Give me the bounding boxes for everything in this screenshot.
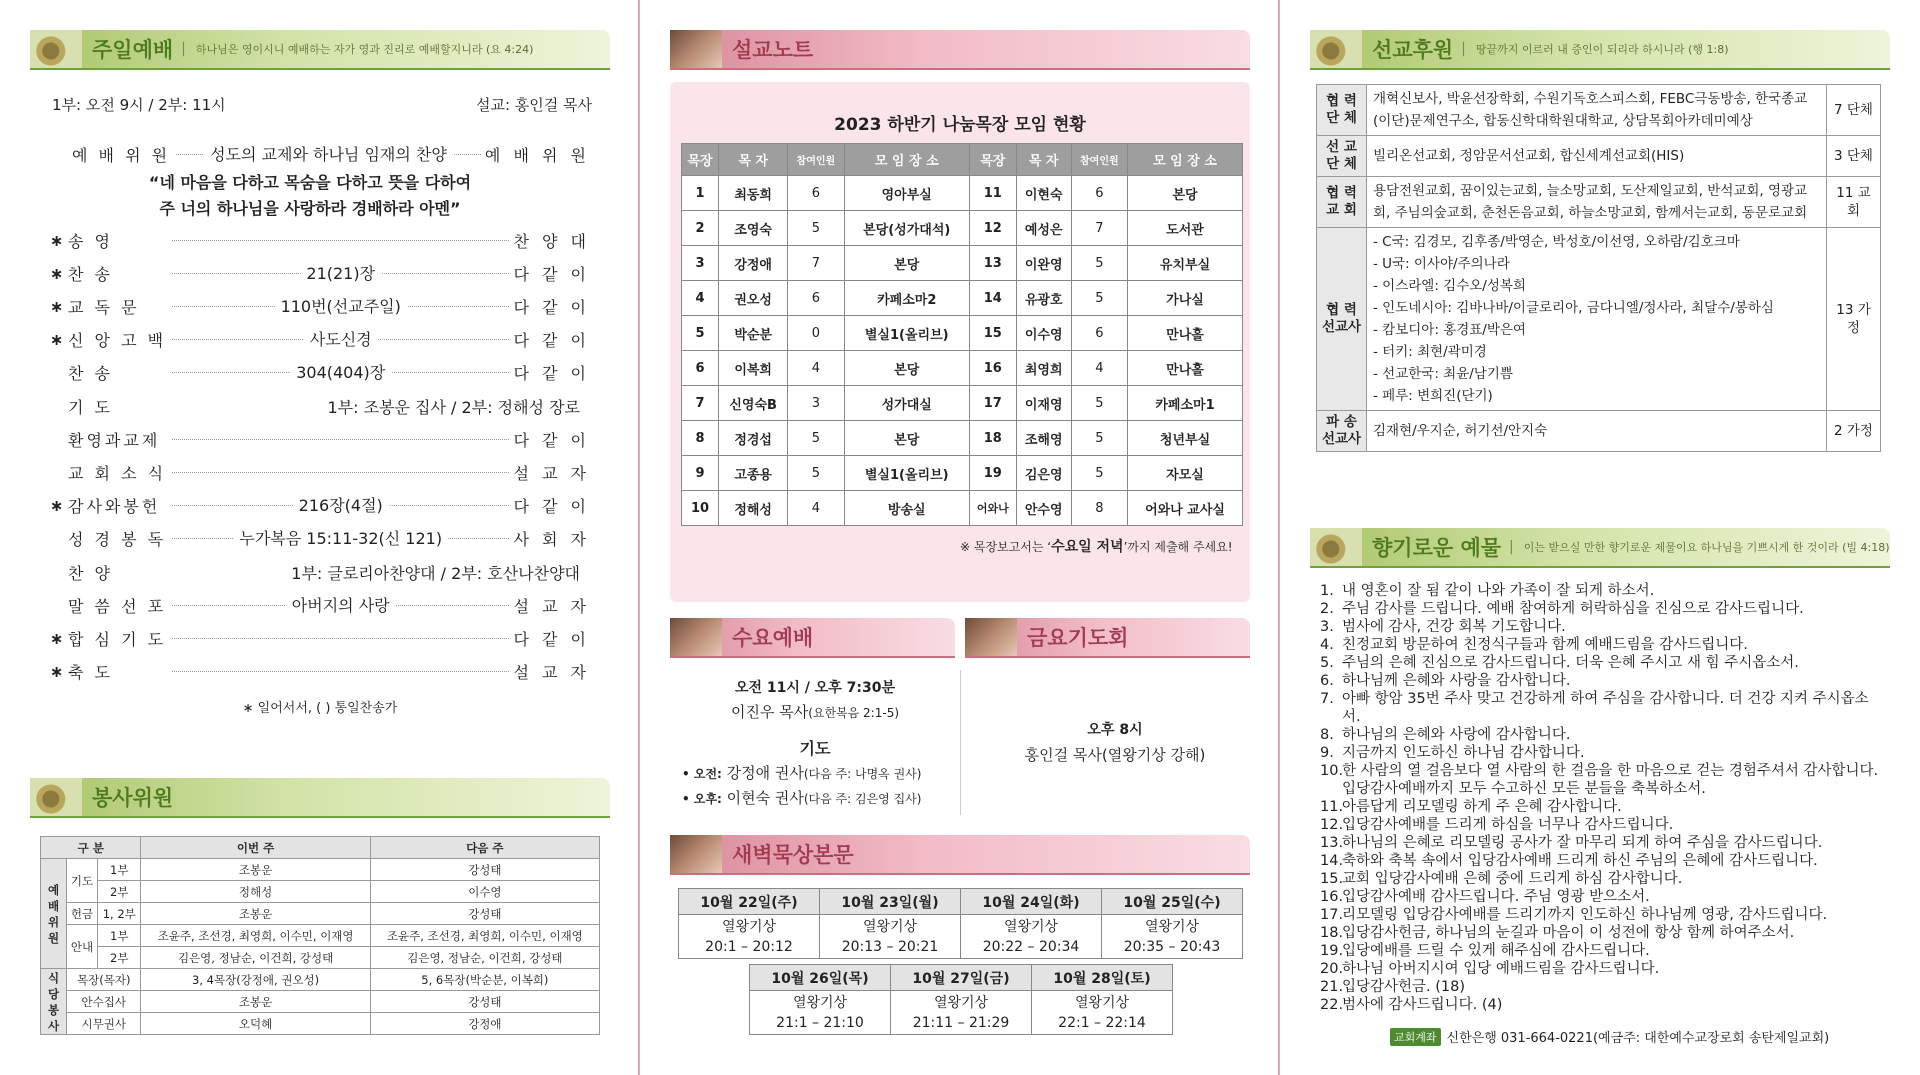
group-table-title: 2023 하반기 나눔목장 모임 현황 bbox=[834, 115, 1086, 135]
dawn-table-1 bbox=[678, 888, 1243, 959]
thanks-list bbox=[1320, 582, 1880, 1014]
list-item: - 선교한국: 최윤/남기쁨 bbox=[1373, 366, 1513, 382]
wednesday-info: 오전 11시 / 오후 7:30분 이진우 목사(요한복음 2:1-5) 기도 • 오전: 강정애 권사(다음 주: 나명옥 권사) • 오후: 이현숙 권사(다음 주: 김은영 집사) bbox=[682, 680, 922, 807]
service-times: 1부: 오전 9시 / 2부: 11시 bbox=[52, 96, 226, 114]
dawn-passage: 열왕기상 20:13 – 20:21 bbox=[820, 915, 961, 959]
list-item: 14. 축하와 축복 속에서 입당감사예배 드리게 하신 주님의 은혜에 감사드립니다. bbox=[1320, 853, 1818, 869]
worship-note: ∗ 일어서서, ( ) 통일찬송가 bbox=[242, 701, 398, 716]
header-thumbnail bbox=[670, 30, 722, 69]
list-item: 13. 하나님의 은혜로 리모델링 공사가 잘 마무리 되게 하여 주심을 감사드립니다. bbox=[1320, 835, 1823, 851]
dawn-date: 10월 26일(목) bbox=[750, 965, 891, 991]
missionary-list bbox=[1373, 231, 1820, 407]
list-item: 17. 리모델링 입당감사예배를 드리기까지 인도하신 하나님께 영광, 감사드립니다. bbox=[1320, 907, 1828, 923]
service-info bbox=[52, 94, 592, 115]
table-row: 7 신영숙B 3 성가대실 17 이재영 5 카페소마1 bbox=[682, 386, 1243, 421]
worship-order-item: 환영과교제 다 같 이 bbox=[68, 430, 590, 450]
table-row: 5 박순분 0 별실1(올리브) 15 이수영 6 만나홀 bbox=[682, 316, 1243, 351]
dawn-passage: 열왕기상 22:1 – 22:14 bbox=[1032, 991, 1173, 1035]
table-row: 3 강정애 7 본당 13 이완영 5 유치부실 bbox=[682, 246, 1243, 281]
worship-order-item: 찬 송 304(404)장 다 같 이 bbox=[50, 361, 590, 385]
dawn-passage: 열왕기상 20:1 – 20:12 bbox=[679, 915, 820, 959]
header-thumbnail bbox=[30, 30, 82, 69]
table-row: 10 정해성 4 방송실 어와나 안수영 8 어와나 교사실 bbox=[682, 491, 1243, 526]
dawn-date: 10월 27일(금) bbox=[891, 965, 1032, 991]
header-thumbnail bbox=[1310, 528, 1362, 567]
list-item: 19. 입당예배를 드릴 수 있게 해주심에 감사드립니다. bbox=[1320, 943, 1650, 959]
list-item: 9. 지금까지 인도하신 하나님 감사합니다. bbox=[1320, 745, 1585, 761]
bank-account: 신한은행 031-664-0221(예금주: 대한예수교장로회 송탄제일교회) bbox=[1446, 1031, 1830, 1046]
worship-order-item: ∗ 신 앙 고 백 사도신경 다 같 이 bbox=[50, 328, 590, 352]
header-thumbnail bbox=[670, 835, 722, 874]
dawn-date: 10월 24일(화) bbox=[961, 889, 1102, 915]
header-thumbnail bbox=[1310, 30, 1362, 69]
column-worship bbox=[0, 0, 640, 1075]
mission-header: 선교후원 | 땅끝까지 이르러 내 증인이 되리라 하시니라 (행 1:8) bbox=[1310, 30, 1890, 70]
list-item: 3. 범사에 감사, 건강 회복 기도합니다. bbox=[1320, 619, 1566, 635]
dawn-date: 10월 25일(수) bbox=[1102, 889, 1243, 915]
group-table: 목장 목 자 참여인원 모 임 장 소 목장 목 자 참여인원 모 임 장 소 1 최동희 6 영아부실 11 이현숙 6 본당 2 조영숙 5 본당(성가대석) 12 예성은 7 도서관 3 강정애 7 본당 13 이완영 5 유치부실 4 권오성 6 카페소마2 14 유광호 5 가나실 5 박순분 0 별실1(올리브) 15 이수영 6 만나홀 6 이복희 4 본당 16 최영희 4 만나홀 7 신영숙B 3 성가대실 17 이재영 5 카페소마1 8 정경섭 5 본당 18 조해영 5 청년부실 9 고종용 5 별실1(올리브) 19 김은영 5 자모실 10 정해성 4 방송실 어와나 안수영 8 어와나 교사실 bbox=[681, 143, 1243, 526]
list-item: 12. 입당감사예배를 드리게 하심을 너무나 감사드립니다. bbox=[1320, 817, 1674, 833]
table-row: 1 최동희 6 영아부실 11 이현숙 6 본당 bbox=[682, 176, 1243, 211]
header-thumbnail bbox=[965, 618, 1017, 657]
dawn-passage: 열왕기상 20:35 – 20:43 bbox=[1102, 915, 1243, 959]
worship-order-item: 찬 양 1부: 글로리아찬양대 / 2부: 호산나찬양대 bbox=[50, 560, 590, 584]
worship-order-item: ∗ 찬 송 21(21)장 다 같 이 bbox=[50, 261, 590, 285]
list-item: 7. 아빠 항암 35번 주사 맞고 건강하게 하여 주심을 감사합니다. 더 건강 지켜 주시옵소서. bbox=[1320, 691, 1869, 725]
table-row: 9 고종용 5 별실1(올리브) 19 김은영 5 자모실 bbox=[682, 456, 1243, 491]
table-row: 4 권오성 6 카페소마2 14 유광호 5 가나실 bbox=[682, 281, 1243, 316]
list-item: 1. 내 영혼이 잘 됨 같이 나와 가족이 잘 되게 하소서. bbox=[1320, 583, 1655, 599]
worship-order-item: ∗ 교 독 문 110번(선교주일) 다 같 이 bbox=[50, 294, 590, 318]
sermon-title: 설교노트 bbox=[732, 38, 814, 62]
worship-order-item: ∗ 감사와봉헌 216장(4절) 다 같 이 bbox=[50, 494, 590, 518]
dawn-passage: 열왕기상 21:1 – 21:10 bbox=[750, 991, 891, 1035]
list-item: 22. 범사에 감사드립니다. (4) bbox=[1320, 997, 1503, 1013]
mission-title: 선교후원 bbox=[1372, 38, 1454, 62]
list-item: 2. 주님 감사를 드립니다. 예배 참여하게 허락하심을 진심으로 감사드립니다. bbox=[1320, 601, 1804, 617]
list-item: 4. 친정교회 방문하여 친정식구들과 함께 예배드림을 감사드립니다. bbox=[1320, 637, 1748, 653]
dawn-passage: 열왕기상 20:22 – 20:34 bbox=[961, 915, 1102, 959]
header-thumbnail bbox=[670, 618, 722, 657]
list-item: - 캄보디아: 홍경표/박은여 bbox=[1373, 322, 1526, 338]
list-item: - U국: 이사야/주의나라 bbox=[1373, 256, 1510, 272]
offering-title: 향기로운 예물 bbox=[1372, 536, 1502, 560]
worship-order-item: ∗ 송 영 찬 양 대 bbox=[50, 230, 590, 251]
bank-tag: 교회계좌 bbox=[1390, 1028, 1441, 1046]
list-item: - 터키: 최현/곽미경 bbox=[1373, 344, 1487, 360]
worship-order-item: ∗ 축 도 설 교 자 bbox=[50, 662, 590, 683]
table-row: 6 이복희 4 본당 16 최영희 4 만나홀 bbox=[682, 351, 1243, 386]
worship-order-item: 말 씀 선 포 아버지의 사랑 설 교 자 bbox=[50, 593, 590, 617]
wednesday-title: 수요예배 bbox=[732, 626, 814, 650]
friday-info: 오후 8시 홍인걸 목사(열왕기상 강해) bbox=[1024, 722, 1206, 764]
mission-table: 협 력 단 체 개혁신보사, 박윤선장학회, 수원기독호스피스회, FEBC극동방송, 한국종교(이단)문제연구소, 합동신학대학원대학교, 상담목회아카데미예상 7 단체 선 교 단 체 빌리온선교회, 정암문서선교회, 합신세계선교회(HIS) 3 단체 협 력 교 회 용담전원교회, 꿈이있는교회, 늘소망교회, 도산제일교회, 반석교회, 영광교회, 주님의숲교회, 춘천돈음교회, 하늘소망교회, 함께서는교회, 동문로교회 11 교회 협 력 선교사 - C국: 김경모, 김후종/박영순, 박성호/이선영, 오하람/김호크마 - U국: 이사야/주의나라 - 이스라엘: 김수오/성복희 - 인도네시아: 김바나바/이글로리아, 금다니엘/정사라, 최달수/봉하심 - 캄보디아: 홍경표/박은여 - 터키: 최현/곽미경 - 선교한국: 최윤/남기쁨 - 페루: 변희진(단기) 13 가정 파 송 선교사 김재현/우지순, 허기선/안지숙 2 가정 bbox=[1316, 84, 1881, 452]
table-row: 8 정경섭 5 본당 18 조해영 5 청년부실 bbox=[682, 421, 1243, 456]
list-item: 11. 아름답게 리모델링 하게 주 은혜 감사합니다. bbox=[1320, 799, 1622, 815]
worship-intro: 예 배 위 원 성도의 교제와 하나님 임재의 찬양 예 배 위 원 bbox=[72, 142, 590, 166]
volunteers-table: 구 분 이번 주 다음 주 예배위원 기도 1부 조봉운 강성태 2부 정해성 이수영 헌금 1, 2부 조봉운 강성태 안내 1부 조윤주, 조선경, 최영희, 이수민, 이재영 조윤주, 조선경, 최영희, 이수민, 이재영 2부 김은영, 정남순, 이건희, 강성태 김은영, 정남순, 이건희, 강성태 식당봉사 목장(목자) 3, 4목장(강정애, 권오성) 5, 6목장(박순분, 이복희) 안수집사 조봉운 강성태 시무권사 오덕혜 강정애 bbox=[40, 836, 600, 1035]
worship-verse: 하나님은 영이시니 예배하는 자가 영과 진리로 예배할지니라 (요 4:24) bbox=[195, 43, 534, 56]
mission-verse: 땅끝까지 이르러 내 증인이 되리라 하시니라 (행 1:8) bbox=[1475, 43, 1729, 56]
dawn-table-2 bbox=[749, 964, 1173, 1035]
friday-title: 금요기도회 bbox=[1027, 626, 1129, 650]
dawn-title: 새벽묵상본문 bbox=[732, 843, 854, 867]
volunteers-title: 봉사위원 bbox=[92, 786, 174, 810]
offering-verse: 이는 받으실 만한 향기로운 제물이요 하나님을 기쁘시게 한 것이라 (빌 4:18) bbox=[1523, 541, 1890, 554]
service-preacher: 설교: 홍인걸 목사 bbox=[475, 96, 592, 114]
list-item: - 이스라엘: 김수오/성복희 bbox=[1373, 278, 1526, 294]
volunteers-header bbox=[30, 778, 610, 818]
list-item: - 인도네시아: 김바나바/이글로리아, 금다니엘/정사라, 최달수/봉하심 bbox=[1373, 300, 1774, 316]
list-item: - 페루: 변희진(단기) bbox=[1373, 388, 1493, 404]
list-item: 10. 한 사람의 열 걸음보다 열 사람의 한 걸음을 한 마음으로 걷는 경험주셔서 감사합니다. 입당감사예배까지 모두 수고하신 모든 분들을 축복하소서. bbox=[1320, 763, 1879, 797]
list-item: 8. 하나님의 은혜와 사랑에 감사합니다. bbox=[1320, 727, 1571, 743]
dawn-passage: 열왕기상 21:11 – 21:29 bbox=[891, 991, 1032, 1035]
list-item: 15. 교회 입당감사예배 은혜 중에 드리게 하심 감사합니다. bbox=[1320, 871, 1683, 887]
worship-order-item: 기 도 1부: 조봉운 집사 / 2부: 정해성 장로 bbox=[50, 394, 590, 418]
dawn-date: 10월 22일(주) bbox=[679, 889, 820, 915]
wednesday-header bbox=[670, 618, 955, 658]
dawn-date: 10월 28일(토) bbox=[1032, 965, 1173, 991]
worship-header: 주일예배 | 하나님은 영이시니 예배하는 자가 영과 진리로 예배할지니라 (요 4:24) bbox=[30, 30, 610, 70]
bank-info bbox=[1390, 1027, 1829, 1046]
worship-order-item: 교 회 소 식 설 교 자 bbox=[68, 463, 590, 483]
worship-order-item: ∗ 합 심 기 도 다 같 이 bbox=[50, 628, 590, 649]
sermon-header bbox=[670, 30, 1250, 70]
list-item: 5. 주님의 은혜 진심으로 감사드립니다. 더욱 은혜 주시고 새 힘 주시옵소서. bbox=[1320, 655, 1799, 671]
list-item: - C국: 김경모, 김후종/박영순, 박성호/이선영, 오하람/김호크마 bbox=[1373, 234, 1740, 250]
worship-order-item: 성 경 봉 독 누가복음 15:11-32(신 121) 사 회 자 bbox=[50, 527, 590, 551]
worship-title: 주일예배 bbox=[92, 38, 174, 62]
group-report-note: ※ 목장보고서는 ‘수요일 저녁’까지 제출해 주세요! bbox=[960, 539, 1233, 555]
dawn-date: 10월 23일(월) bbox=[820, 889, 961, 915]
offering-header: 향기로운 예물 | 이는 받으실 만한 향기로운 제물이요 하나님을 기쁘시게 한 것이라 (빌 4:18) bbox=[1310, 528, 1890, 568]
header-thumbnail bbox=[30, 778, 82, 817]
list-item: 6. 하나님께 은혜와 사랑을 감사합니다. bbox=[1320, 673, 1571, 689]
table-row: 2 조영숙 5 본당(성가대석) 12 예성은 7 도서관 bbox=[682, 211, 1243, 246]
list-item: 18. 입당감사헌금, 하나님의 눈길과 마음이 이 성전에 항상 함께 하여주소서. bbox=[1320, 925, 1795, 941]
friday-header bbox=[965, 618, 1250, 658]
list-item: 16. 입당감사예배 감사드립니다. 주님 영광 받으소서. bbox=[1320, 889, 1650, 905]
dawn-header bbox=[670, 835, 1250, 875]
worship-motto: “네 마음을 다하고 목숨을 다하고 뜻을 다하여 주 너의 하나님을 사랑하라 경배하라 아멘” bbox=[148, 173, 472, 218]
list-item: 20. 하나님 아버지시여 입당 예배드림을 감사드립니다. bbox=[1320, 961, 1660, 977]
list-item: 21. 입당감사헌금. (18) bbox=[1320, 979, 1466, 995]
